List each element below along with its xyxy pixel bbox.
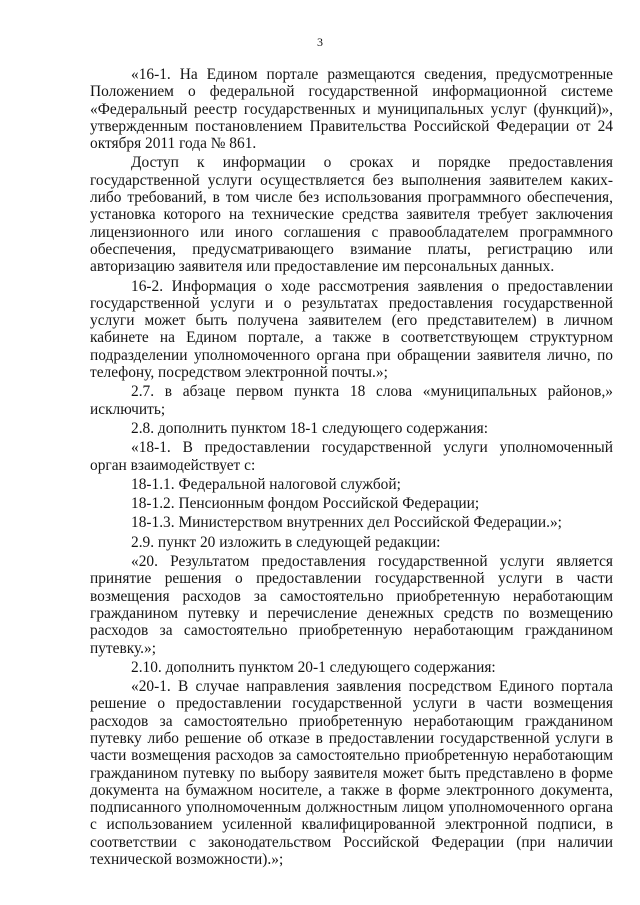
paragraph-18-1: «18-1. В предоставлении государственной услуги уполномоченный орган взаимодействует с: (90, 439, 613, 474)
paragraph-18-1-1: 18-1.1. Федеральной налоговой службой; (131, 475, 401, 493)
paragraph-2-7: 2.7. в абзаце первом пункта 18 слова «муниципальных районов,» исключить; (90, 383, 613, 418)
page-number: 3 (317, 35, 323, 49)
paragraph-16-2: 16-2. Информация о ходе рассмотрения заявления о предоставлении государственной услуги и о результатах предоставления государственной услуги может быть получена заявителем (его представителем) в личном кабинете на Едином портале, а также в соответствующем структурном подразделении уполномоченного органа при обращении заявителя лично, по телефону, посредством электронной почты.»; (90, 277, 613, 382)
paragraph-2-10: 2.10. дополнить пунктом 20-1 следующего содержания: (131, 658, 496, 676)
paragraph-2-8: 2.8. дополнить пунктом 18-1 следующего содержания: (131, 419, 488, 437)
paragraph-18-1-3: 18-1.3. Министерством внутренних дел Российской Федерации.»; (131, 514, 562, 532)
paragraph-20-1: «20-1. В случае направления заявления посредством Единого портала решение о предоставлении государственной услуги в части возмещения расходов за самостоятельно приобретенную неработающим гражданином путевку либо решение об отказе в предоставлении государственной услуги в части возмещения расходов за самостоятельно приобретенную неработающим гражданином путевку по выбору заявителя может быть представлено в форме документа на бумажном носителе, а также в форме электронного документа, подписанного уполномоченным должностным лицом уполномоченного органа с использованием усиленной квалифицированной электронной подписи, в соответствии с законодательством Российской Федерации (при наличии технической возможности).»; (90, 678, 613, 869)
document-body (90, 66, 613, 870)
paragraph-20: «20. Результатом предоставления государственной услуги является принятие решения о предоставлении государственной услуги в части возмещения расходов за самостоятельно приобретенную неработающим гражданином путевку и перечисление денежных средств по возмещению расходов за самостоятельно приобретенную неработающим гражданином путевку.»; (90, 553, 613, 657)
paragraph-2-9: 2.9. пункт 20 изложить в следующей редакции: (131, 533, 441, 551)
paragraph-18-1-2: 18-1.2. Пенсионным фондом Российской Федерации; (131, 495, 480, 513)
paragraph-16-1: «16-1. На Едином портале размещаются сведения, предусмотренные Положением о федеральной государственной информационной системе «Федеральный реестр государственных и муниципальных услуг (функций)», утвержденным постановлением Правительства Российской Федерации от 24 октября 2011 года № 861. (90, 66, 613, 153)
paragraph-access-info: Доступ к информации о сроках и порядке предоставления государственной услуги осуществляется без выполнения заявителем каких-либо требований, в том числе без использования программного обеспечения, установка которого на технические средства заявителя требует заключения лицензионного или иного соглашения с правообладателем программного обеспечения, предусматривающего взимание платы, регистрацию или авторизацию заявителя или предоставление им персональных данных. (90, 154, 613, 276)
